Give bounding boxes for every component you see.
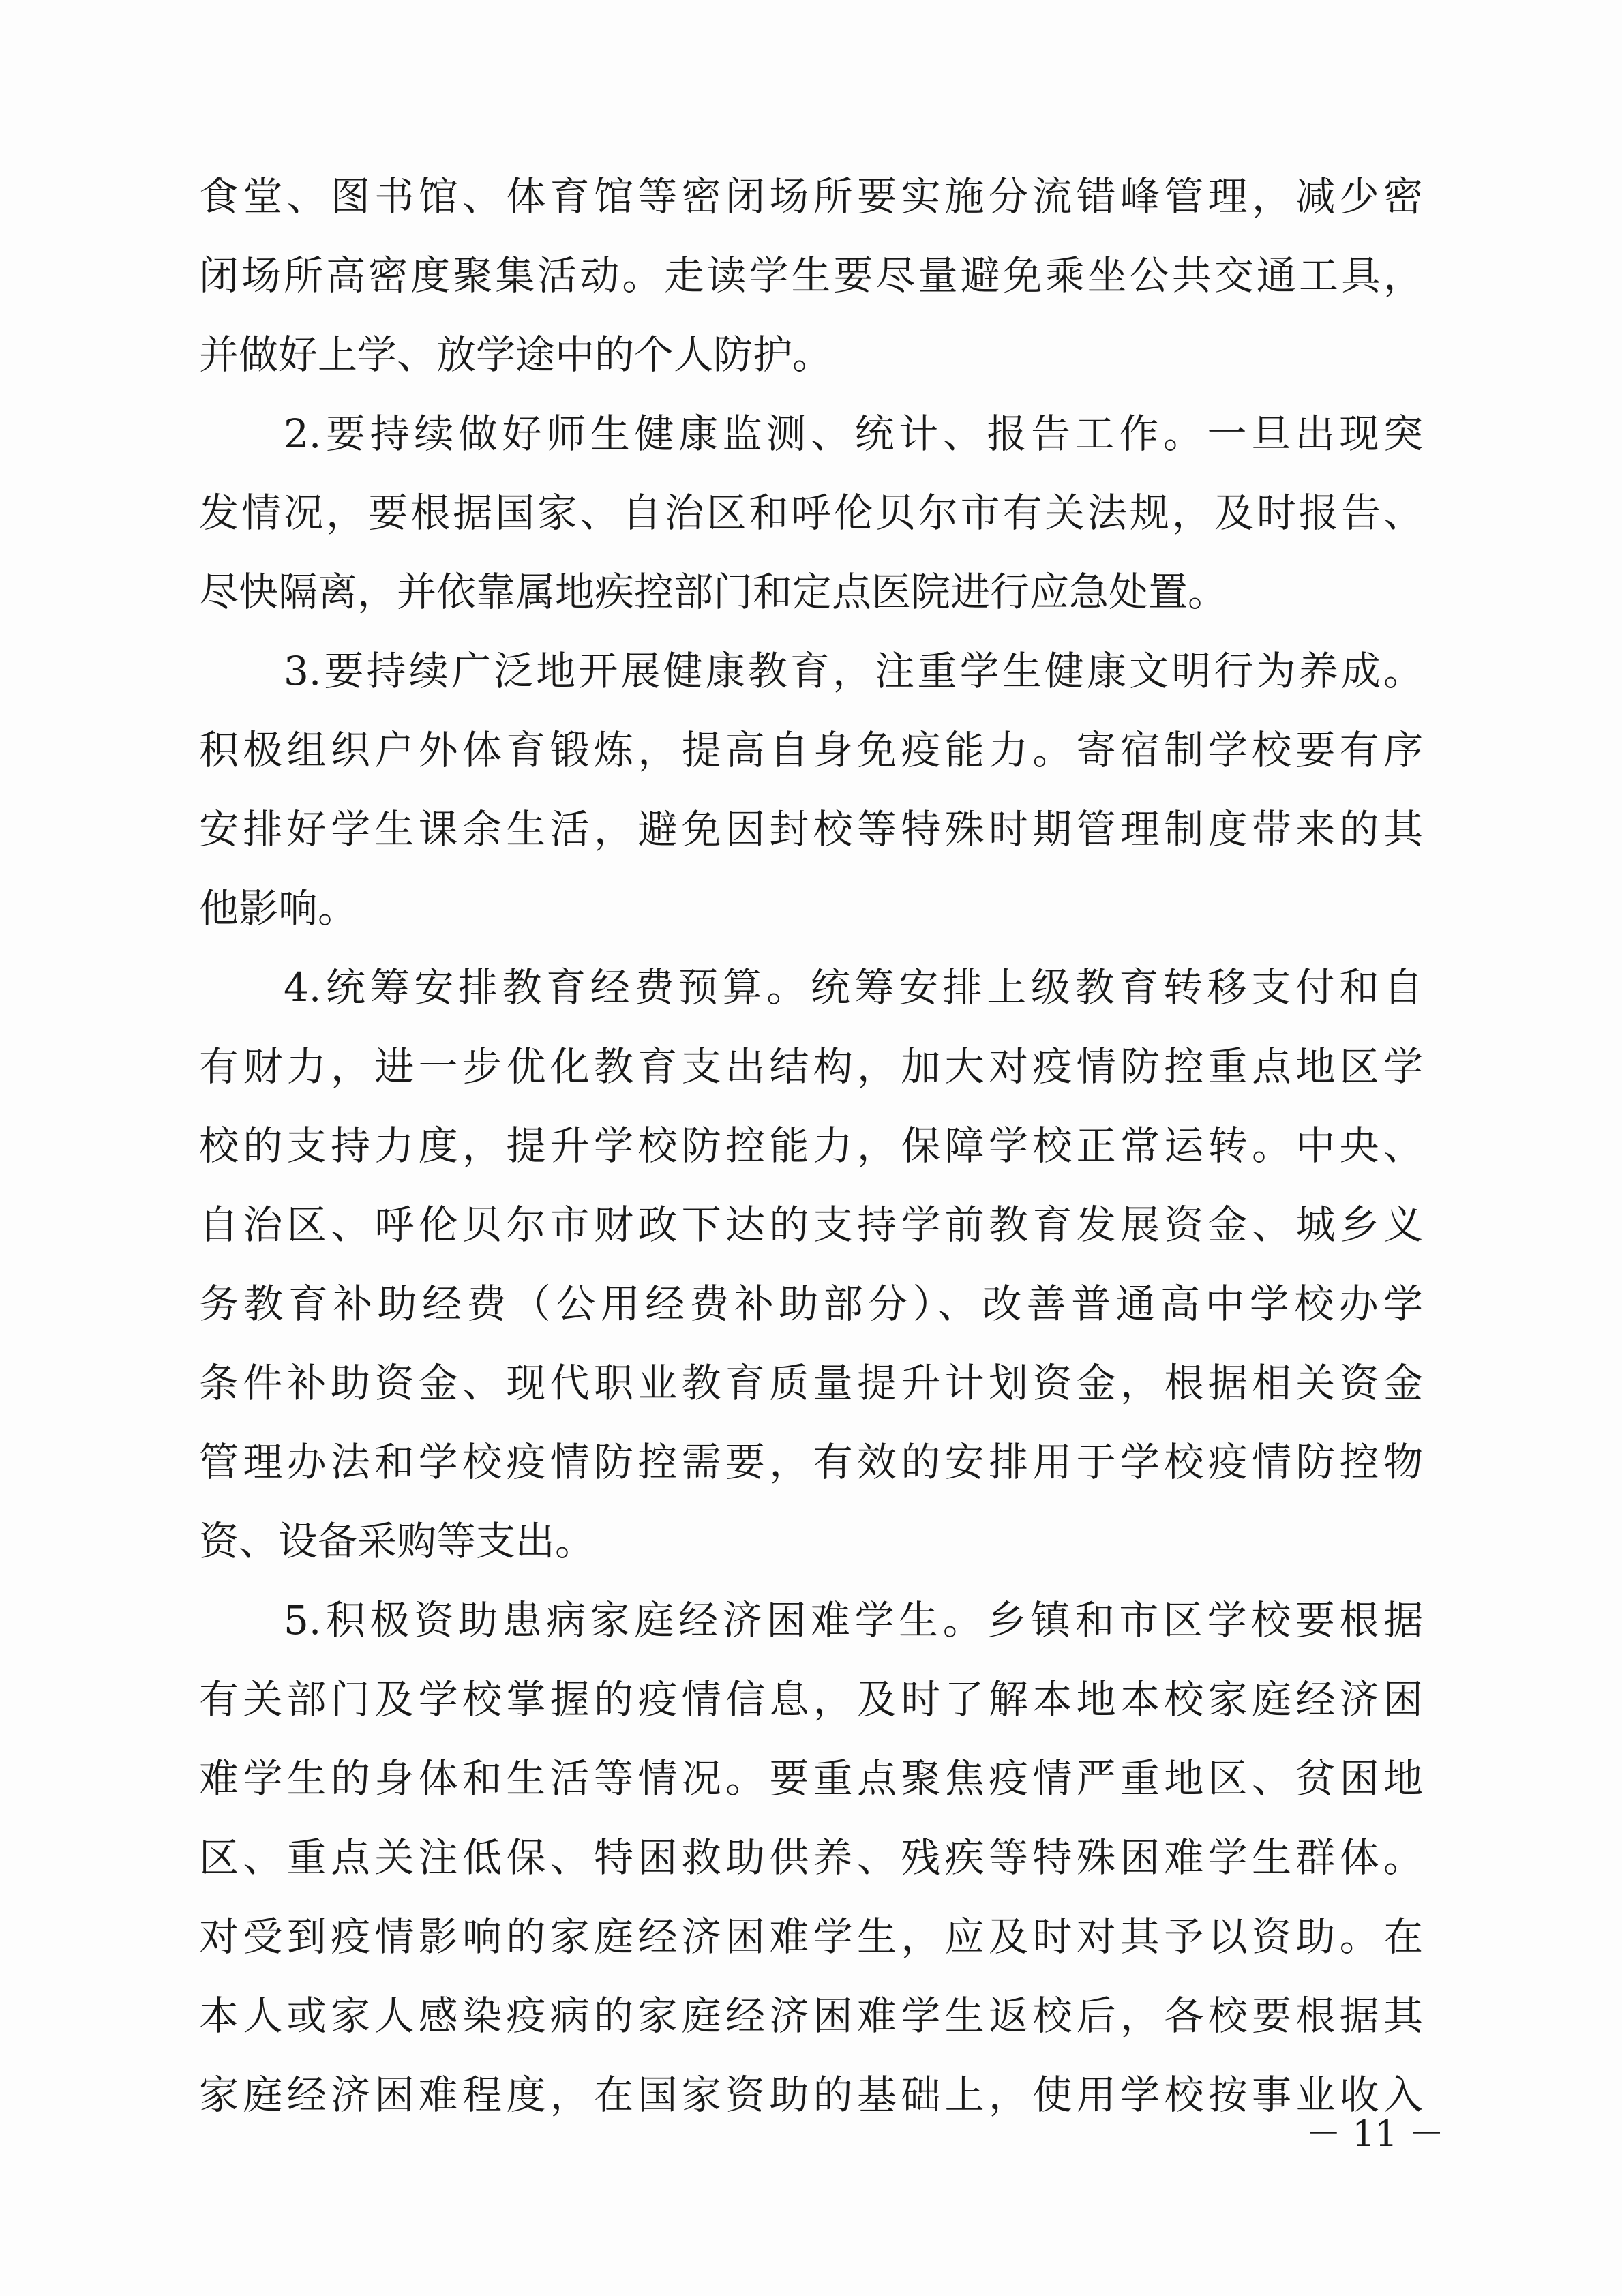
text-line-21: 难学生的身体和生活等情况。要重点聚焦疫情严重地区、贫困地	[199, 1755, 1423, 1802]
text-line-2: 闭场所高密度聚集活动。走读学生要尽量避免乘坐公共交通工具，	[199, 252, 1423, 299]
text-line-22: 区、重点关注低保、特困救助供养、残疾等特殊困难学生群体。	[199, 1834, 1423, 1881]
text-line-14: 自治区、呼伦贝尔市财政下达的支持学前教育发展资金、城乡义	[199, 1202, 1423, 1248]
text-line-1: 食堂、图书馆、体育馆等密闭场所要实施分流错峰管理，减少密	[199, 173, 1423, 220]
text-line-10: 他影响。	[199, 885, 358, 931]
text-line-4: 2.要持续做好师生健康监测、统计、报告工作。一旦出现突	[284, 411, 1423, 457]
text-line-7: 3.要持续广泛地开展健康教育，注重学生健康文明行为养成。	[284, 648, 1423, 694]
text-line-8: 积极组织户外体育锻炼，提高自身免疫能力。寄宿制学校要有序	[199, 727, 1423, 773]
text-line-12: 有财力，进一步优化教育支出结构，加大对疫情防控重点地区学	[199, 1043, 1423, 1090]
text-line-15: 务教育补助经费（公用经费补助部分）、改善普通高中学校办学	[199, 1281, 1423, 1327]
text-line-19: 5.积极资助患病家庭经济困难学生。乡镇和市区学校要根据	[284, 1597, 1423, 1643]
text-line-17: 管理办法和学校疫情防控需要，有效的安排用于学校疫情防控物	[199, 1439, 1423, 1485]
text-line-9: 安排好学生课余生活，避免因封校等特殊时期管理制度带来的其	[199, 806, 1423, 852]
text-line-13: 校的支持力度，提升学校防控能力，保障学校正常运转。中央、	[199, 1122, 1423, 1169]
page-number: － 11 －	[1306, 2114, 1445, 2155]
text-line-5: 发情况，要根据国家、自治区和呼伦贝尔市有关法规，及时报告、	[199, 490, 1423, 536]
text-line-3: 并做好上学、放学途中的个人防护。	[199, 331, 832, 378]
text-line-11: 4.统筹安排教育经费预算。统筹安排上级教育转移支付和自	[284, 964, 1423, 1011]
text-line-20: 有关部门及学校掌握的疫情信息，及时了解本地本校家庭经济困	[199, 1676, 1423, 1723]
text-line-6: 尽快隔离，并依靠属地疾控部门和定点医院进行应急处置。	[199, 569, 1228, 615]
body-text	[199, 157, 1423, 2134]
text-line-18: 资、设备采购等支出。	[199, 1518, 595, 1564]
text-line-24: 本人或家人感染疫病的家庭经济困难学生返校后，各校要根据其	[199, 1993, 1423, 2039]
text-line-25: 家庭经济困难程度，在国家资助的基础上，使用学校按事业收入	[199, 2072, 1423, 2118]
text-line-16: 条件补助资金、现代职业教育质量提升计划资金，根据相关资金	[199, 1360, 1423, 1406]
text-line-23: 对受到疫情影响的家庭经济困难学生，应及时对其予以资助。在	[199, 1913, 1423, 1960]
